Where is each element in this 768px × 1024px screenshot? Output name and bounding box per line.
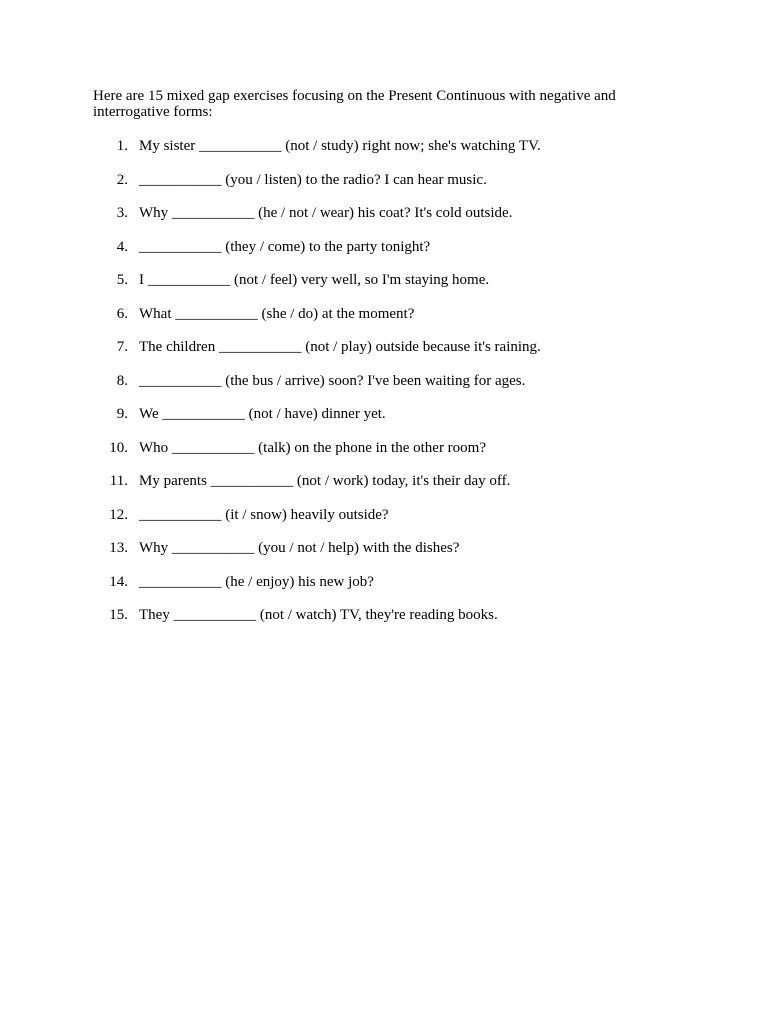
exercise-item [0,405,768,439]
exercise-text: My parents ___________ (not / work) today, it's their day off. [139,473,511,489]
exercise-number: 6. [116,305,128,322]
exercise-text: ___________ (he / enjoy) his new job? [139,573,374,590]
exercise-list [0,137,768,640]
exercise-number: 3. [116,205,128,221]
exercise-item [0,271,768,305]
exercise-item [0,472,768,506]
exercise-item [0,439,768,473]
exercise-number: 5. [116,272,128,288]
exercise-item [0,137,768,171]
exercise-item [0,606,768,640]
exercise-item [0,539,768,573]
exercise-item [0,372,768,406]
exercise-number: 15. [109,607,128,623]
exercise-number: 11. [109,473,128,489]
exercise-number: 13. [109,540,128,556]
exercise-text: ___________ (they / come) to the party tonight? [139,238,431,255]
exercise-text: ___________ (you / listen) to the radio? I can hear music. [139,171,487,188]
exercise-number: 2. [116,171,128,188]
exercise-item [0,573,768,607]
exercise-text: Why ___________ (he / not / wear) his coat? It's cold outside. [139,205,513,221]
exercise-text: Why ___________ (you / not / help) with the dishes? [139,540,460,556]
exercise-number: 8. [116,372,128,389]
exercise-item [0,238,768,272]
exercise-text: Who ___________ (talk) on the phone in the other room? [139,439,487,456]
exercise-text: We ___________ (not / have) dinner yet. [139,406,386,422]
exercise-item [0,171,768,205]
exercise-item [0,338,768,372]
exercise-item [0,204,768,238]
exercise-text: They ___________ (not / watch) TV, they're reading books. [139,607,498,623]
exercise-number: 4. [116,238,128,255]
exercise-number: 9. [116,406,128,422]
exercise-number: 14. [109,573,128,590]
exercise-text: I ___________ (not / feel) very well, so I'm staying home. [139,272,490,288]
exercise-number: 1. [116,138,128,154]
exercise-text: The children ___________ (not / play) outside because it's raining. [139,339,541,355]
exercise-item [0,305,768,339]
intro-paragraph: Here are 15 mixed gap exercises focusing on the Present Continuous with negative and interrogative forms: [93,88,616,120]
exercise-text: ___________ (it / snow) heavily outside? [139,506,389,523]
exercise-text: My sister ___________ (not / study) right now; she's watching TV. [139,138,541,154]
exercise-number: 12. [109,506,128,523]
exercise-item [0,506,768,540]
exercise-number: 10. [109,439,128,456]
exercise-number: 7. [116,339,128,355]
exercise-text: What ___________ (she / do) at the moment? [139,305,415,322]
exercise-text: ___________ (the bus / arrive) soon? I've been waiting for ages. [139,372,526,389]
